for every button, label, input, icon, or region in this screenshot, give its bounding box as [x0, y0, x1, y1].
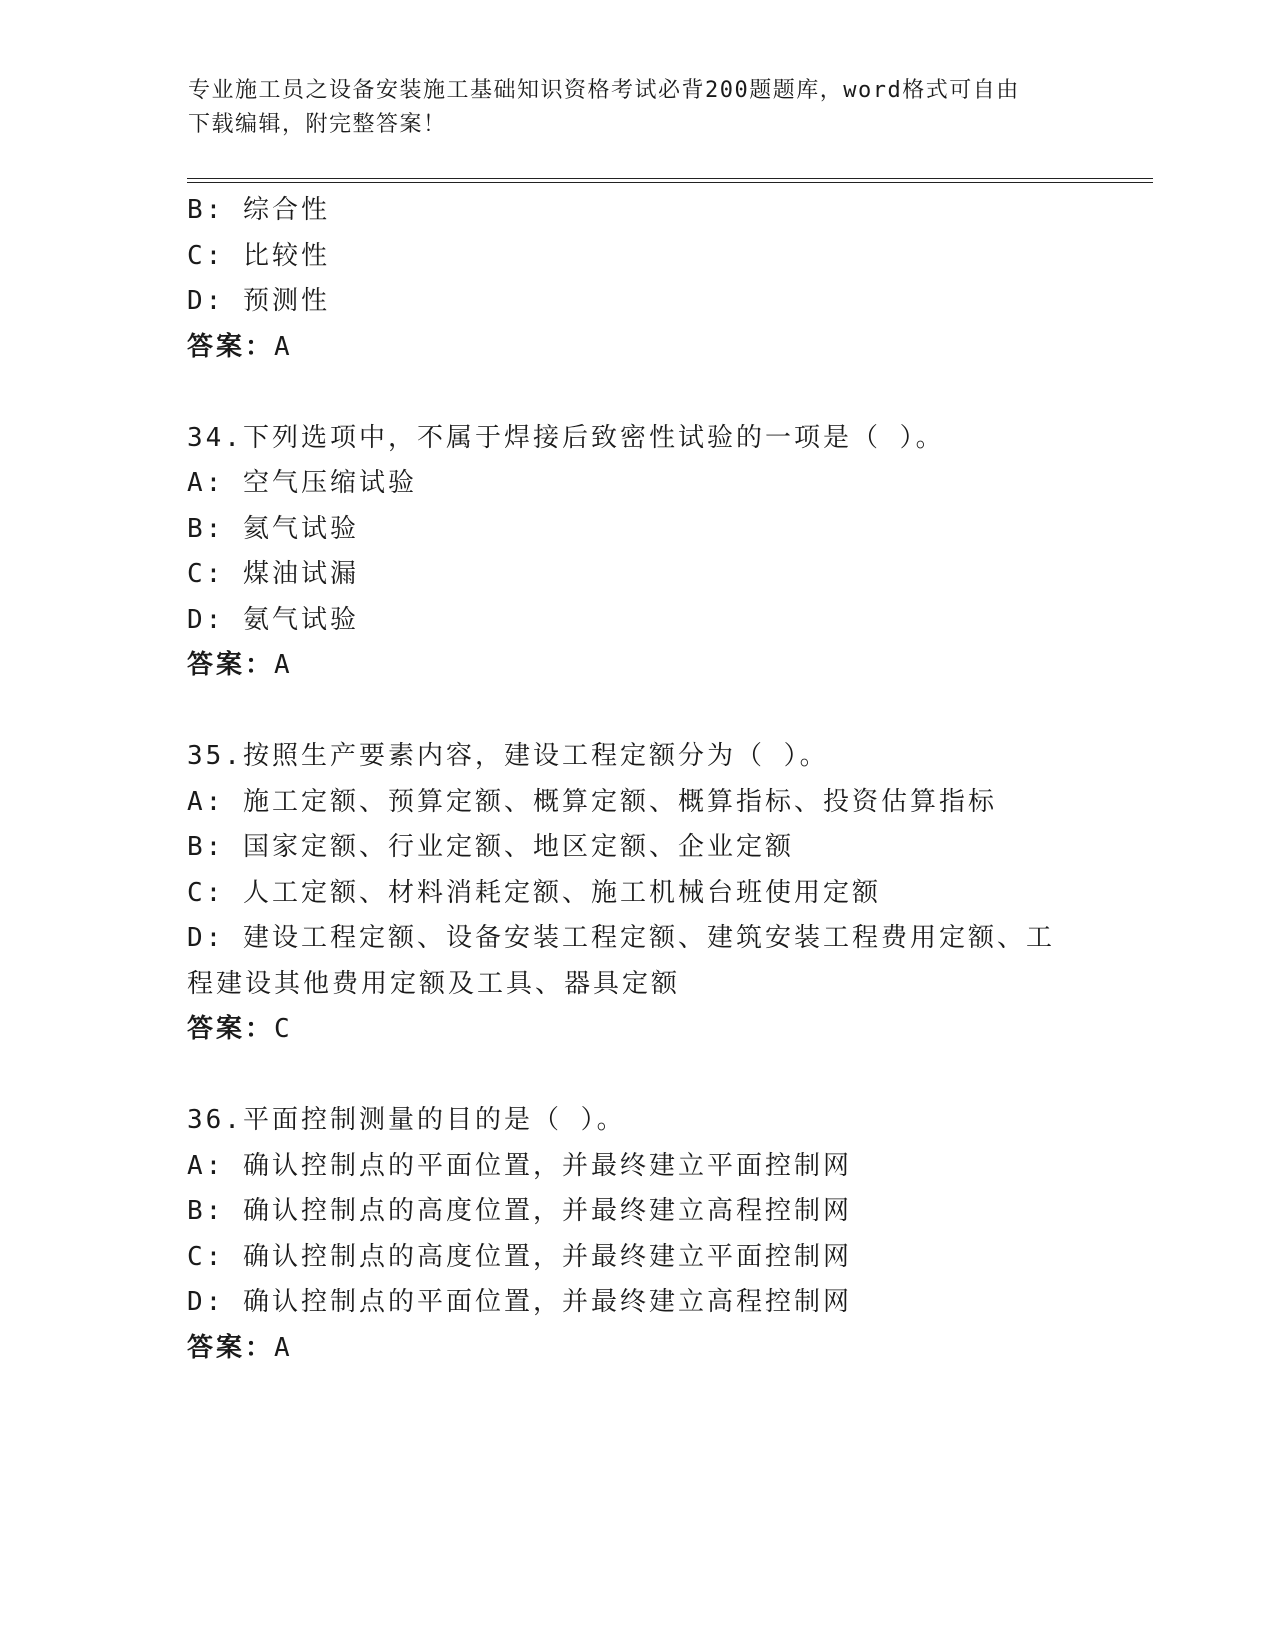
question-34 [187, 416, 1087, 689]
spacer [187, 370, 1087, 416]
header-title-line-1: 专业施工员之设备安装施工基础知识资格考试必背200题题库，word格式可自由 [188, 78, 1020, 103]
option-b: B: 确认控制点的高度位置，并最终建立高程控制网 [187, 1196, 852, 1226]
option-d: D: 预测性 [187, 286, 330, 316]
question-33-continued [187, 188, 1087, 370]
answer-value: A [274, 650, 291, 680]
answer-value: A [274, 1332, 291, 1363]
question-stem: 36.平面控制测量的目的是（ ）。 [187, 1105, 626, 1135]
answer-label: 答案： [187, 1332, 275, 1363]
spacer [187, 1053, 1087, 1099]
question-35 [187, 734, 1087, 1053]
spacer [187, 689, 1087, 735]
header-divider-top [187, 178, 1153, 179]
question-36 [187, 1098, 1087, 1371]
option-b: B: 国家定额、行业定额、地区定额、企业定额 [187, 832, 794, 862]
answer-row [187, 325, 1087, 371]
option-a: A: 空气压缩试验 [187, 468, 417, 498]
answer-label: 答案： [187, 1014, 275, 1044]
question-stem: 34.下列选项中，不属于焊接后致密性试验的一项是（ ）。 [187, 422, 945, 453]
option-d: D: 氨气试验 [187, 604, 359, 635]
option-c: C: 比较性 [187, 240, 330, 271]
option-b: B: 综合性 [187, 195, 330, 225]
answer-label: 答案： [187, 331, 275, 362]
question-list [187, 188, 1087, 1371]
option-d: D: 确认控制点的平面位置，并最终建立高程控制网 [187, 1287, 852, 1317]
question-stem: 35.按照生产要素内容，建设工程定额分为（ ）。 [187, 741, 829, 771]
answer-row [187, 1326, 1087, 1372]
answer-row [187, 643, 1087, 689]
option-c: C: 煤油试漏 [187, 559, 359, 589]
header-title-line-2: 下载编辑，附完整答案！ [188, 112, 447, 137]
header-divider-bottom [187, 182, 1153, 183]
document-header [188, 74, 1068, 142]
answer-value: A [274, 331, 291, 362]
answer-row [187, 1007, 1087, 1053]
option-a: A: 施工定额、预算定额、概算定额、概算指标、投资估算指标 [187, 786, 997, 817]
answer-label: 答案： [187, 650, 275, 680]
option-a: A: 确认控制点的平面位置，并最终建立平面控制网 [187, 1150, 852, 1181]
option-c: C: 人工定额、材料消耗定额、施工机械台班使用定额 [187, 877, 881, 908]
option-b: B: 氦气试验 [187, 513, 359, 544]
option-d: D: 建设工程定额、设备安装工程定额、建筑安装工程费用定额、工程建设其他费用定额及工具、器具定额 [187, 923, 1055, 999]
answer-value: C [274, 1014, 291, 1044]
option-c: C: 确认控制点的高度位置，并最终建立平面控制网 [187, 1241, 852, 1272]
